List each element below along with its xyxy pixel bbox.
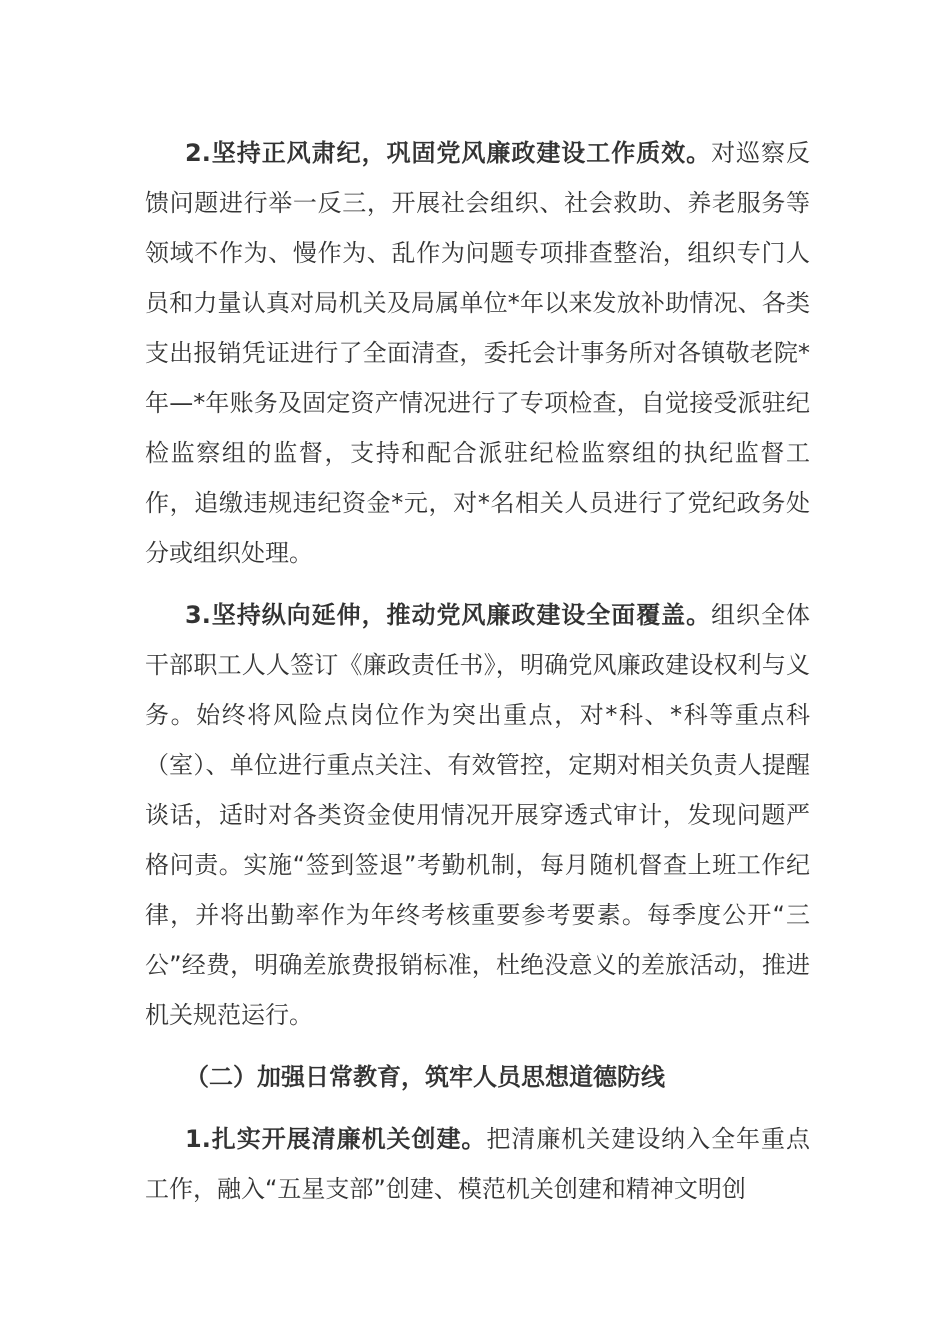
paragraph-zhengfeng-suji [145,128,810,578]
paragraph-body-text: 组织全体干部职工人人签订《廉政责任书》，明确党风廉政建设权利与义务。始终将风险点岗位作为突出重点，对*科、*科等重点科（室）、单位进行重点关注、有效管控，定期对相关负责人提醒谈话，适时对各类资金使用情况开展穿透式审计，发现问题严格问责。实施“签到签退”考勤机制，每月随机督查上班工作纪律，并将出勤率作为年终考核重要参考要素。每季度公开“三公”经费，明确差旅费报销标准，杜绝没意义的差旅活动，推进机关规范运行。 [145,601,810,1029]
paragraph-lead-heading: 1.扎实开展清廉机关创建。 [185,1125,487,1153]
paragraph-lead-heading: 2.坚持正风肃纪，巩固党风廉政建设工作质效。 [185,139,712,167]
paragraph-lead-heading: 3.坚持纵向延伸，推动党风廉政建设全面覆盖。 [185,601,712,629]
paragraph-body-text: 对巡察反馈问题进行举一反三，开展社会组织、社会救助、养老服务等领域不作为、慢作为、乱作为问题专项排查整治，组织专门人员和力量认真对局机关及局属单位*年以来发放补助情况、各类支出报销凭证进行了全面清查，委托会计事务所对各镇敬老院*年—*年账务及固定资产情况进行了专项检查，自觉接受派驻纪检监察组的监督，支持和配合派驻纪检监察组的执纪监督工作，追缴违规违纪资金*元，对*名相关人员进行了党纪政务处分或组织处理。 [145,139,810,567]
section-heading: （二）加强日常教育，筑牢人员思想道德防线 [185,1063,665,1091]
document-body [145,128,810,1226]
paragraph-zongxiang-yanshen [145,590,810,1040]
paragraph-body-text: 把清廉机关建设纳入全年重点工作，融入“五星支部”创建、模范机关创建和精神文明创 [145,1125,810,1203]
paragraph-qinglian-jiguan [145,1114,810,1214]
